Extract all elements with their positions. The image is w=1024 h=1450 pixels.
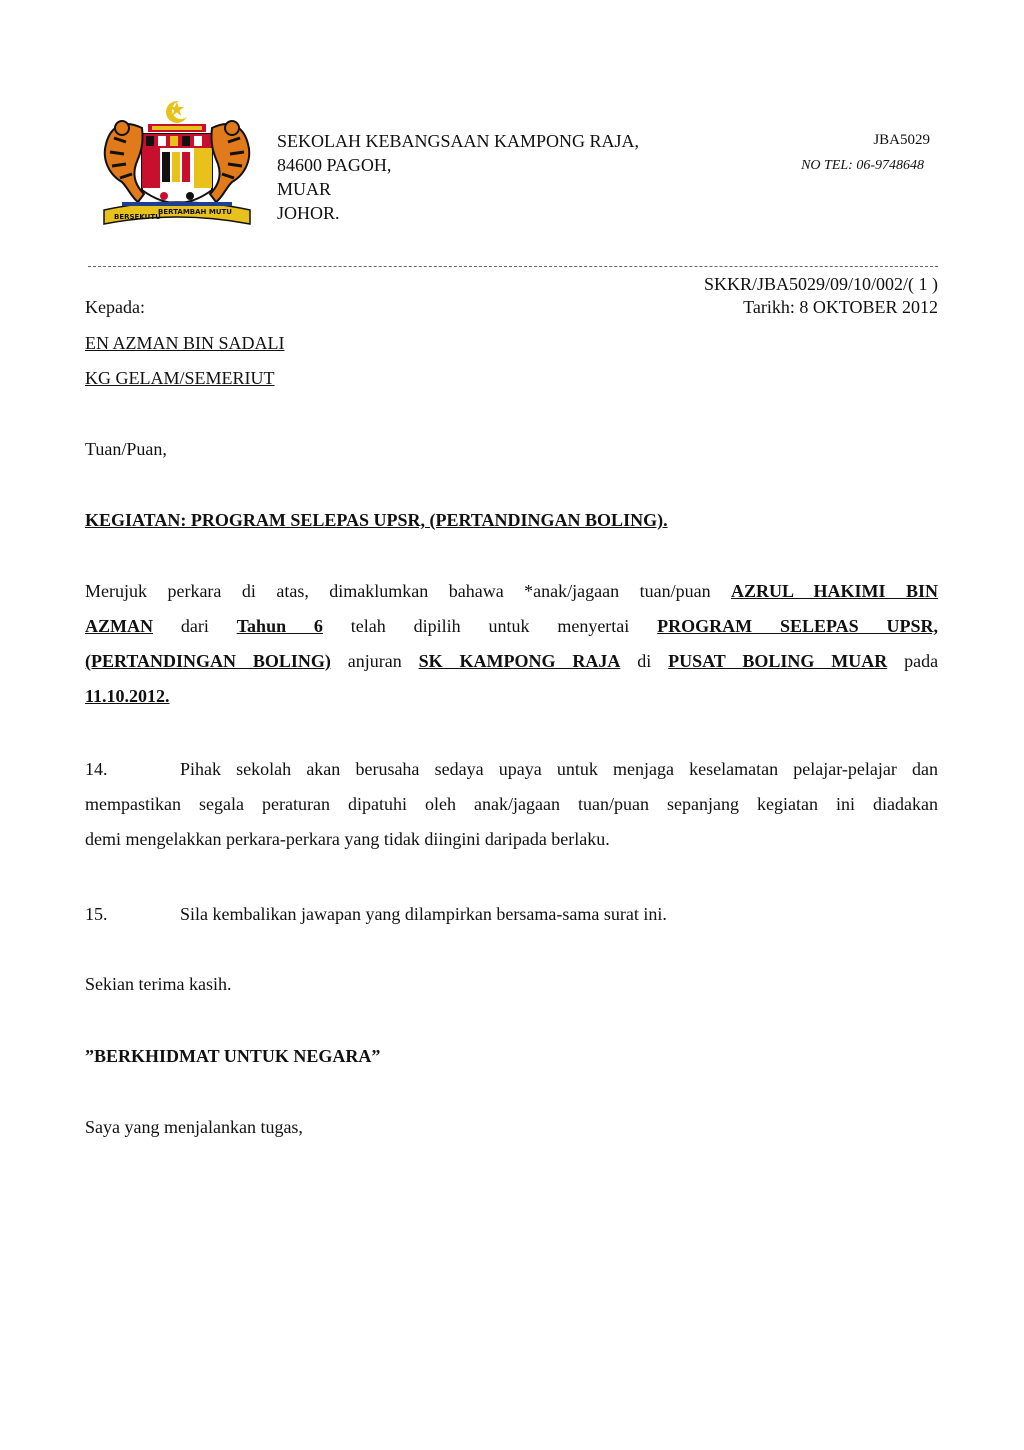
body1-line-3: (PERTANDINGAN BOLING) anjuran SK KAMPONG RAJA di PUSAT BOLING MUAR pada xyxy=(85,651,939,671)
salutation: Tuan/Puan, xyxy=(85,439,167,459)
closing-motto: ”BERKHIDMAT UNTUK NEGARA” xyxy=(85,1046,381,1066)
para14-number: 14. xyxy=(85,759,108,779)
body1-line-2: AZMAN dari Tahun 6 telah dipilih untuk menyertai PROGRAM SELEPAS UPSR, xyxy=(85,616,939,636)
closing-signoff: Saya yang menjalankan tugas, xyxy=(85,1117,303,1137)
para14-line-1: 14. Pihak sekolah akan berusaha sedaya upaya untuk menjaga keselamatan pelajar-pelajar dan xyxy=(85,752,938,787)
motto-right: BERTAMBAH MUTU xyxy=(158,208,232,216)
recipient-address: KG GELAM/SEMERIUT xyxy=(85,368,275,388)
paragraph-15: 15. Sila kembalikan jawapan yang dilampirkan bersama-sama surat ini. xyxy=(85,904,667,924)
subject-heading: KEGIATAN: PROGRAM SELEPAS UPSR, (PERTANDINGAN BOLING). xyxy=(85,510,668,530)
letter-date: Tarikh: 8 OKTOBER 2012 xyxy=(743,297,938,317)
motto-left: BERSEKUTU xyxy=(114,213,161,221)
postcode-town: 84600 PAGOH, xyxy=(277,155,392,175)
student-class: Tahun 6 xyxy=(236,616,323,636)
para14-line-2: mempastikan segala peraturan dipatuhi oleh anak/jagaan tuan/puan sepanjang kegiatan ini diadakan xyxy=(85,794,938,814)
program-name: PROGRAM SELEPAS UPSR, xyxy=(657,616,939,636)
reference-number: SKKR/JBA5029/09/10/002/( 1 ) xyxy=(703,274,938,294)
para15-number: 15. xyxy=(85,904,108,924)
event-date: 11.10.2012. xyxy=(85,686,170,706)
district: MUAR xyxy=(277,179,332,199)
to-label: Kepada: xyxy=(85,297,145,317)
body-paragraph-1 xyxy=(85,574,938,714)
malaysia-coat-of-arms-icon xyxy=(92,98,262,238)
organiser: SK KAMPONG RAJA xyxy=(418,651,621,671)
student-name: AZRUL HAKIMI BIN xyxy=(731,581,939,601)
paragraph-14 xyxy=(85,752,938,857)
body1-line-1: Merujuk perkara di atas, dimaklumkan bahawa *anak/jagaan tuan/puan AZRUL HAKIMI BIN xyxy=(85,581,939,601)
state: JOHOR. xyxy=(277,203,340,223)
para14-line-3: demi mengelakkan perkara-perkara yang tidak diingini daripada berlaku. xyxy=(85,829,610,849)
recipient-name: EN AZMAN BIN SADALI xyxy=(85,333,285,353)
venue: PUSAT BOLING MUAR xyxy=(668,651,888,671)
closing-thanks: Sekian terima kasih. xyxy=(85,974,232,994)
phone-number: NO TEL: 06-9748648 xyxy=(801,158,924,173)
school-code: JBA5029 xyxy=(873,132,930,148)
header-divider xyxy=(88,266,938,267)
school-name: SEKOLAH KEBANGSAAN KAMPONG RAJA, xyxy=(277,131,640,151)
